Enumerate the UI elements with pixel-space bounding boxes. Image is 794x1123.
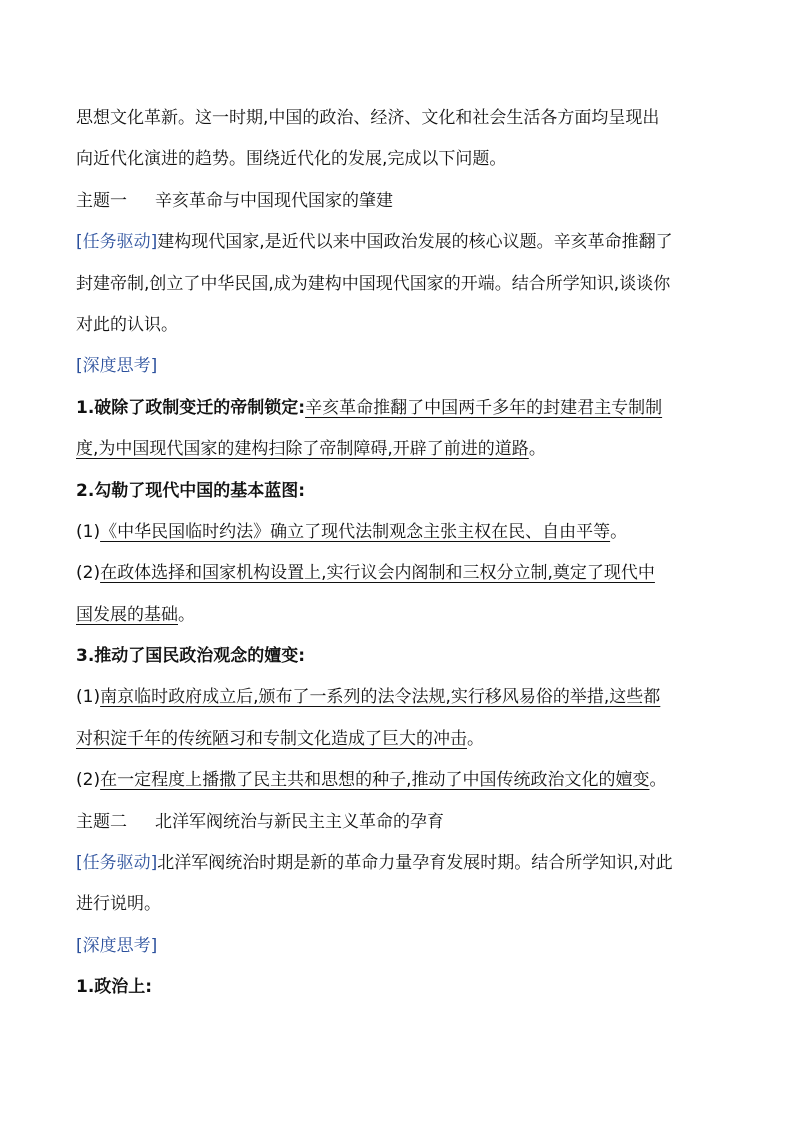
deep-thinking-label: [深度思考] bbox=[76, 356, 158, 377]
topic2-number: 主题二 bbox=[76, 811, 127, 832]
topic1-point-3-heading: 3.推动了国民政治观念的嬗变: bbox=[76, 646, 306, 667]
answer-text: 辛亥革命推翻了中国两千多年的封建君主专制制 bbox=[305, 397, 663, 418]
topic1-task-line-1: [任务驱动]建构现代国家,是近代以来中国政治发展的核心议题。辛亥革命推翻了 bbox=[76, 232, 673, 253]
answer-text: 度,为中国现代国家的建构扫除了帝制障碍,开辟了前进的道路 bbox=[76, 439, 529, 460]
topic1-point-1-line-1 bbox=[76, 388, 726, 429]
topic1-point-2-1: (1)《中华民国临时约法》确立了现代法制观念主张主权在民、自由平等。 bbox=[76, 521, 628, 542]
task-driver-label: [任务驱动] bbox=[76, 853, 158, 874]
topic1-point-2-2-line-2: 国发展的基础。 bbox=[76, 604, 195, 625]
topic2-point-1-heading: 1.政治上: bbox=[76, 977, 153, 998]
topic1-point-3-1-line-1: (1)南京临时政府成立后,颁布了一系列的法令法规,实行移风易俗的举措,这些都 bbox=[76, 687, 661, 708]
topic2-task-line-1: [任务驱动]北洋军阀统治时期是新的革命力量孕育发展时期。结合所学知识,对此 bbox=[76, 853, 673, 874]
topic1-number: 主题一 bbox=[76, 190, 127, 211]
document-page bbox=[76, 98, 726, 1009]
task-driver-label: [任务驱动] bbox=[76, 232, 158, 253]
topic1-task-line-2: 封建帝制,创立了中华民国,成为建构中国现代国家的开端。结合所学知识,谈谈你 bbox=[76, 273, 671, 294]
intro-line-1: 思想文化革新。这一时期,中国的政治、经济、文化和社会生活各方面均呈现出 bbox=[76, 108, 660, 128]
answer-text: 《中华民国临时约法》确立了现代法制观念主张主权在民、自由平等 bbox=[100, 521, 611, 542]
topic1-point-3-2: (2)在一定程度上播撒了民主共和思想的种子,推动了中国传统政治文化的嬗变。 bbox=[76, 770, 667, 791]
topic2-title: 北洋军阀统治与新民主主义革命的孕育 bbox=[155, 811, 444, 832]
topic1-heading bbox=[76, 181, 726, 222]
answer-text: 在政体选择和国家机构设置上,实行议会内阁制和三权分立制,奠定了现代中 bbox=[100, 563, 655, 584]
topic2-heading bbox=[76, 802, 726, 843]
topic1-point-3-1-line-2: 对积淀千年的传统陋习和专制文化造成了巨大的冲击。 bbox=[76, 728, 484, 749]
topic1-point-2-2-line-1: (2)在政体选择和国家机构设置上,实行议会内阁制和三权分立制,奠定了现代中 bbox=[76, 563, 655, 584]
deep-thinking-label: [深度思考] bbox=[76, 935, 158, 956]
answer-text: 国发展的基础 bbox=[76, 604, 178, 625]
answer-text: 在一定程度上播撒了民主共和思想的种子,推动了中国传统政治文化的嬗变 bbox=[100, 770, 650, 791]
topic1-point-1-line-2: 度,为中国现代国家的建构扫除了帝制障碍,开辟了前进的道路。 bbox=[76, 439, 546, 460]
topic2-task-line-2: 进行说明。 bbox=[76, 894, 161, 915]
intro-line-2: 向近代化演进的趋势。围绕近代化的发展,完成以下问题。 bbox=[76, 149, 507, 170]
topic1-title: 辛亥革命与中国现代国家的肇建 bbox=[155, 190, 393, 211]
answer-text: 对积淀千年的传统陋习和专制文化造成了巨大的冲击 bbox=[76, 728, 467, 749]
answer-text: 南京临时政府成立后,颁布了一系列的法令法规,实行移风易俗的举措,这些都 bbox=[100, 687, 661, 708]
point-heading: 1.破除了政制变迁的帝制锁定: bbox=[76, 397, 306, 418]
topic1-task-line-3: 对此的认识。 bbox=[76, 314, 178, 335]
topic1-point-2-heading: 2.勾勒了现代中国的基本蓝图: bbox=[76, 480, 306, 501]
